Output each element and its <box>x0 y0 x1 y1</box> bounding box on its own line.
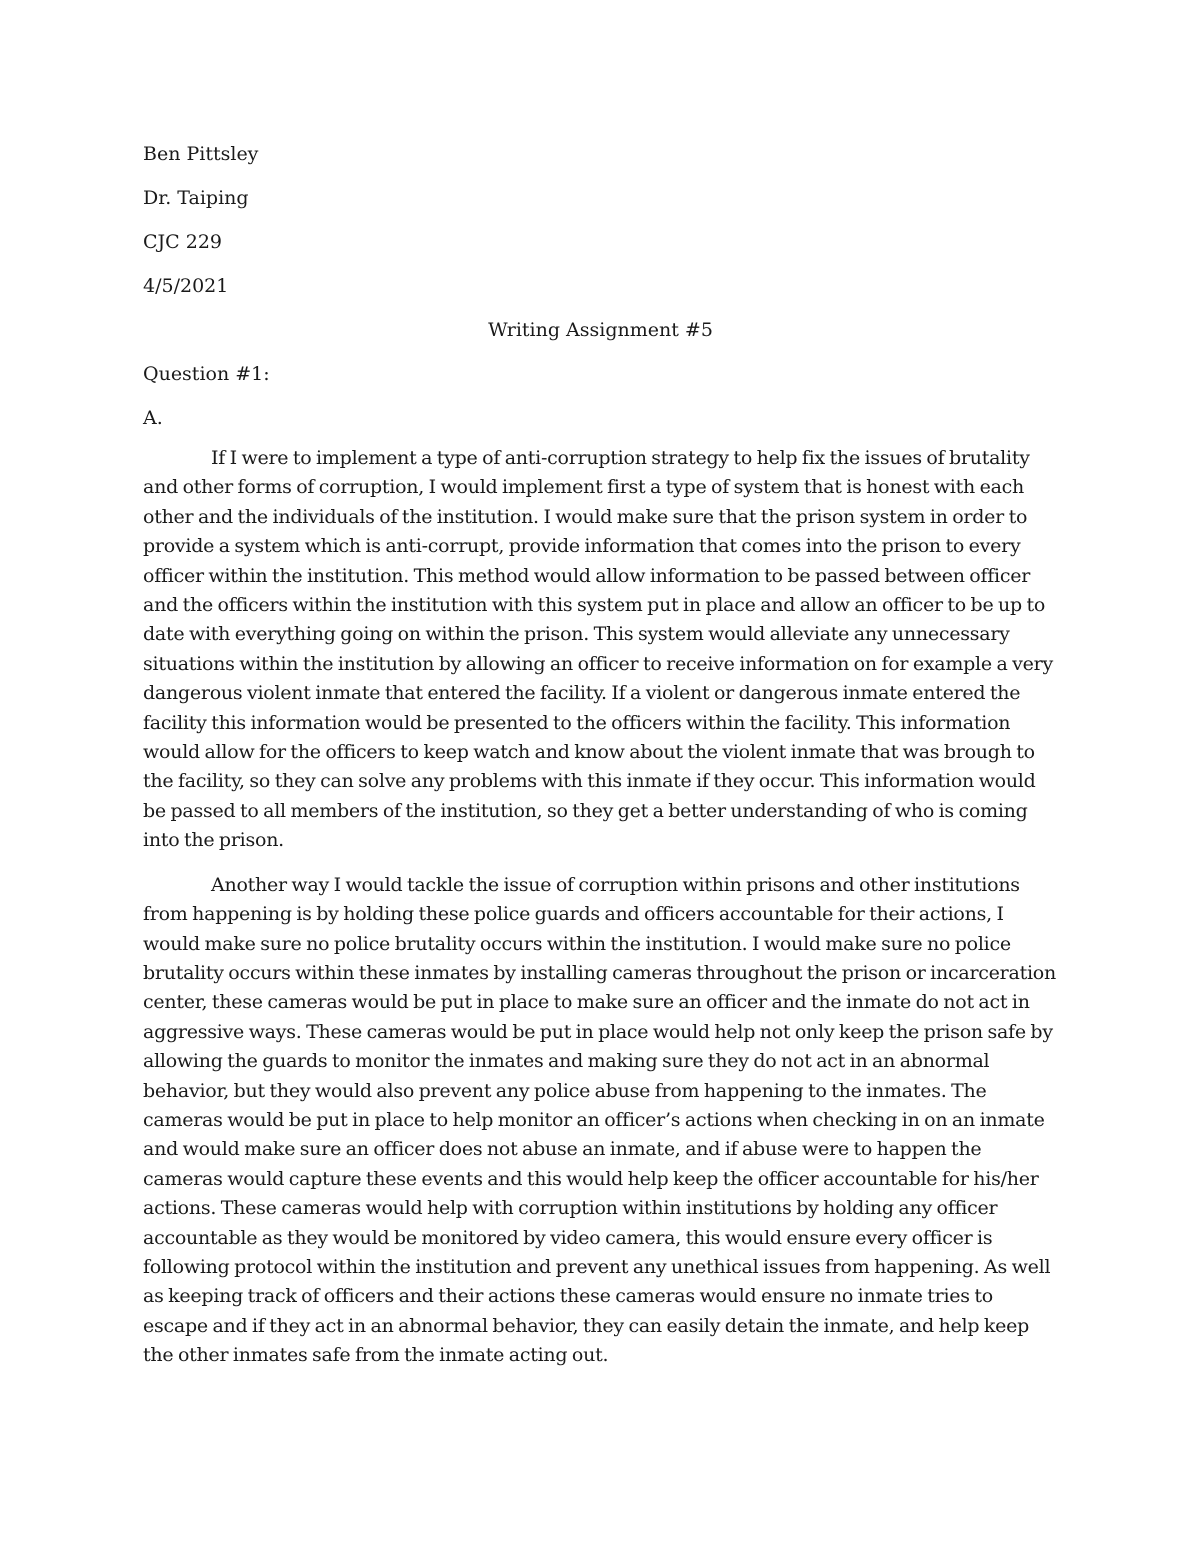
body-paragraph: If I were to implement a type of anti-corruption strategy to help fix the issues of brutality and other forms of corruption, I would implement first a type of system that is honest with each other and the individuals of the institution. I would make sure that the prison system in order to provide a system which is anti-corrupt, provide information that comes into the prison to every officer within the institution. This method would allow information to be passed between officer and the officers within the institution with this system put in place and allow an officer to be up to date with everything going on within the prison. This system would alleviate any unnecessary situations within the institution by allowing an officer to receive information on for example a very dangerous violent inmate that entered the facility. If a violent or dangerous inmate entered the facility this information would be presented to the officers within the facility. This information would allow for the officers to keep watch and know about the violent inmate that was brough to the facility, so they can solve any problems with this inmate if they occur. This information would be passed to all members of the institution, so they get a better understanding of who is coming into the prison. <box>143 447 1053 852</box>
student-name: Ben Pittsley <box>143 143 259 165</box>
document-title: Writing Assignment #5 <box>488 319 713 341</box>
document-page <box>143 140 1058 1386</box>
course-code: CJC 229 <box>143 231 222 253</box>
body-paragraph: Another way I would tackle the issue of corruption within prisons and other institutions from happening is by holding these police guards and officers accountable for their actions, I would make sure no police brutality occurs within the institution. I would make sure no police brutality occurs within these inmates by installing cameras throughout the prison or incarceration center, these cameras would be put in place to make sure an officer and the inmate do not act in aggressive ways. These cameras would be put in place would help not only keep the prison safe by allowing the guards to monitor the inmates and making sure they do not act in an abnormal behavior, but they would also prevent any police abuse from happening to the inmates. The cameras would be put in place to help monitor an officer’s actions when checking in on an inmate and would make sure an officer does not abuse an inmate, and if abuse were to happen the cameras would capture these events and this would help keep the officer accountable for his/her actions. These cameras would help with corruption within institutions by holding any officer accountable as they would be monitored by video camera, this would ensure every officer is following protocol within the institution and prevent any unethical issues from happening. As well as keeping track of officers and their actions these cameras would ensure no inmate tries to escape and if they act in an abnormal behavior, they can easily detain the inmate, and help keep the other inmates safe from the inmate acting out. <box>143 873 1056 1367</box>
instructor-name: Dr. Taiping <box>143 187 249 209</box>
question-label: Question #1: <box>143 363 270 385</box>
assignment-date: 4/5/2021 <box>143 275 229 297</box>
part-label: A. <box>143 407 163 429</box>
